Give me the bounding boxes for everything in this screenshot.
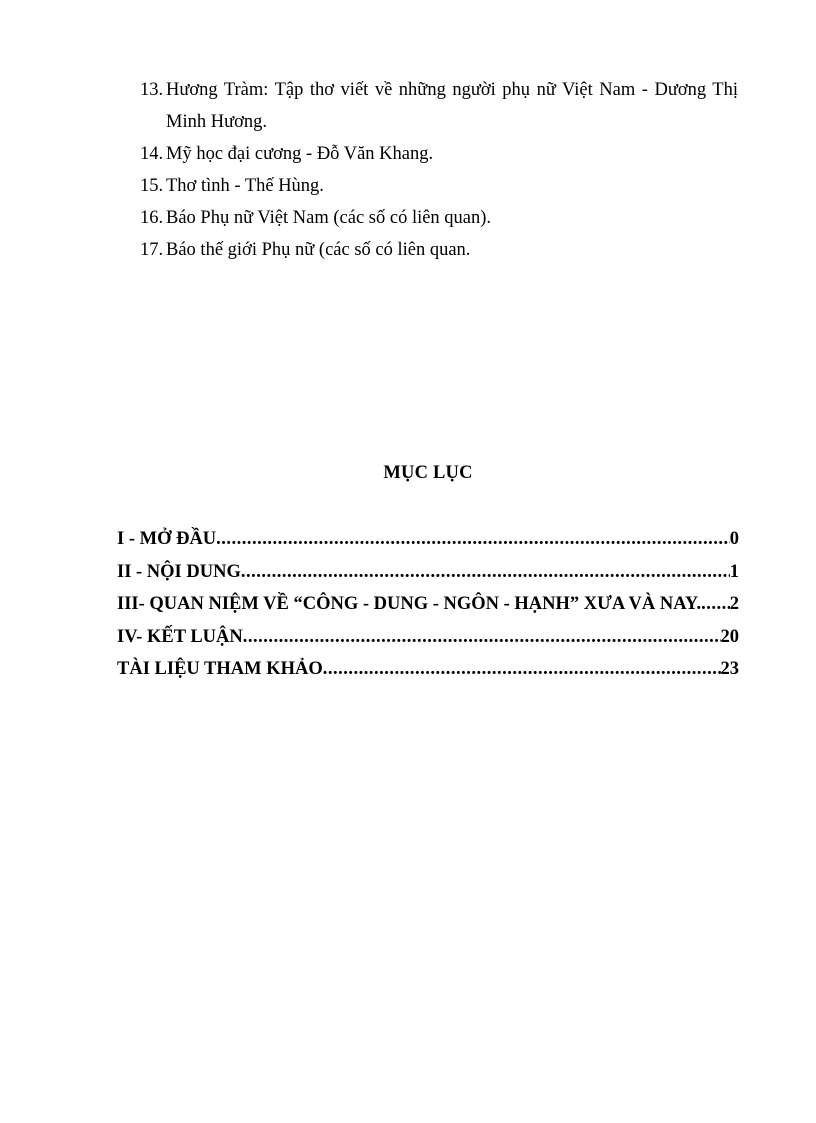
table-of-contents <box>117 527 739 690</box>
reference-number: 14. <box>140 144 164 164</box>
toc-leader-dots <box>216 527 730 551</box>
reference-item <box>140 138 738 170</box>
toc-entry-label: III- QUAN NIỆM VỀ “CÔNG - DUNG - NGÔN - HẠNH” XƯA VÀ NAY. <box>117 594 702 614</box>
reference-text: Thơ tình - Thế Hùng. <box>166 176 324 196</box>
reference-number: 15. <box>140 176 164 196</box>
toc-entry-page: 1 <box>729 561 739 582</box>
reference-number: 16. <box>140 208 164 228</box>
reference-item <box>140 202 738 234</box>
reference-text: Báo Phụ nữ Việt Nam (các số có liên quan). <box>166 208 492 228</box>
reference-number: 17. <box>140 240 164 260</box>
toc-entry[interactable] <box>117 625 739 658</box>
toc-entry-label: II - NỘI DUNG <box>117 561 241 582</box>
reference-text: Mỹ học đại cương - Đỗ Văn Khang. <box>166 144 434 164</box>
toc-entry-page: 20 <box>720 626 739 647</box>
toc-entry-label: TÀI LIỆU THAM KHẢO <box>117 659 323 679</box>
toc-entry-page: 23 <box>720 659 739 679</box>
reference-item <box>140 170 738 202</box>
toc-entry[interactable] <box>117 527 739 560</box>
toc-leader-dots <box>701 592 730 616</box>
toc-entry-label: I - MỞ ĐẦU <box>117 529 217 549</box>
toc-entry[interactable] <box>117 592 739 625</box>
reference-number: 13. <box>140 80 164 100</box>
toc-entry-page: 2 <box>729 594 739 614</box>
toc-entry[interactable] <box>117 657 739 690</box>
toc-leader-dots <box>241 560 730 584</box>
toc-entry-page: 0 <box>729 529 739 549</box>
toc-entry[interactable] <box>117 560 739 593</box>
toc-leader-dots <box>323 657 721 681</box>
toc-title: MỤC LỤC <box>383 463 473 483</box>
reference-item <box>140 234 738 266</box>
reference-list <box>140 74 738 266</box>
reference-text: Hương Tràm: Tập thơ viết về những người phụ nữ Việt Nam - Dương Thị Minh Hương. <box>166 80 738 132</box>
toc-entry-label: IV- KẾT LUẬN <box>117 626 243 647</box>
toc-leader-dots <box>243 625 721 649</box>
reference-item <box>140 74 738 138</box>
reference-text: Báo thế giới Phụ nữ (các số có liên quan. <box>166 240 471 260</box>
